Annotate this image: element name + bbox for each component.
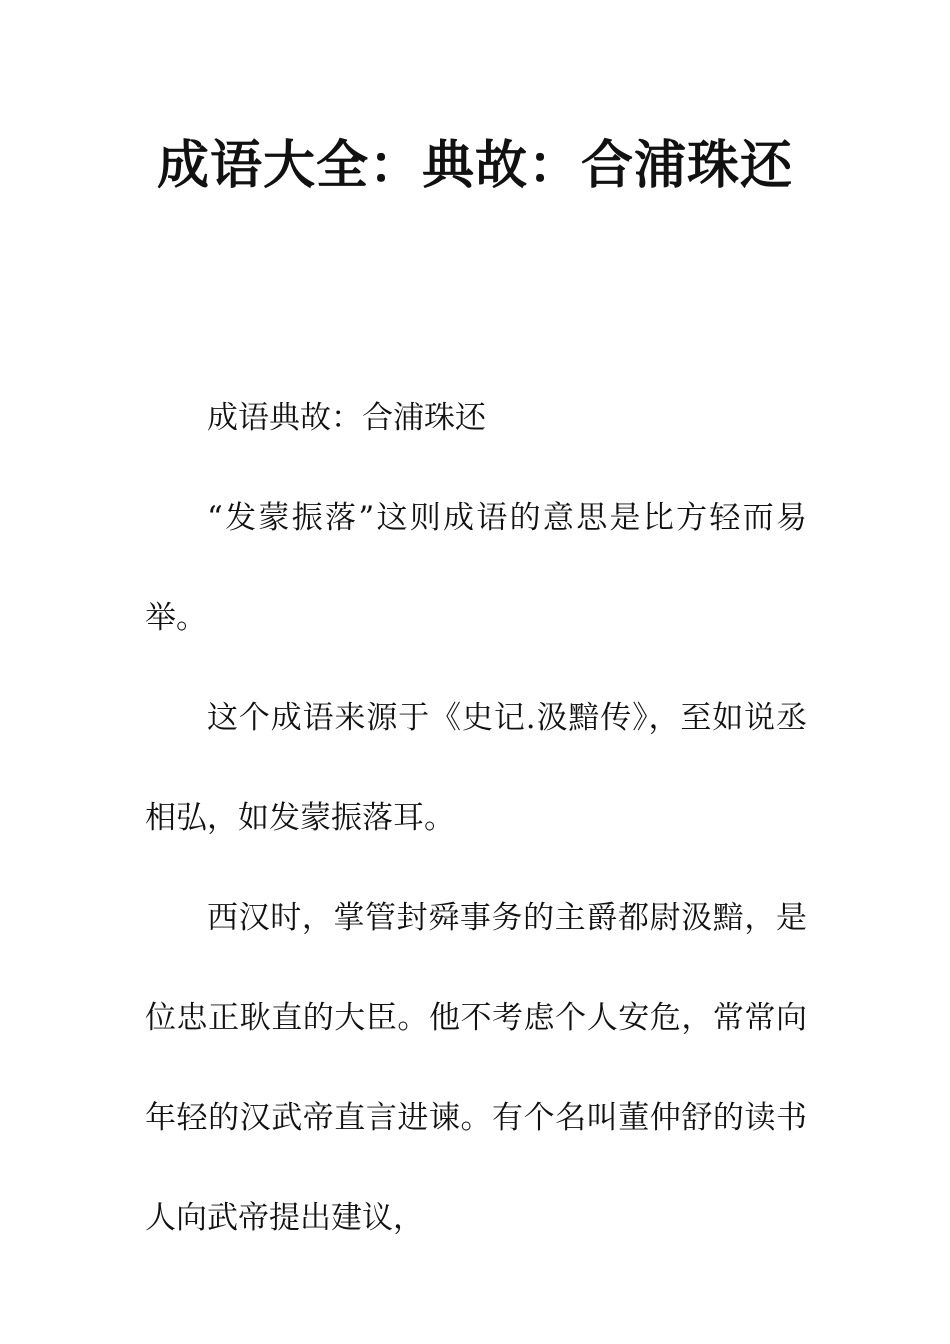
document-body: [145, 368, 807, 1268]
paragraph: “发蒙振落”这则成语的意思是比方轻而易举。: [145, 500, 807, 636]
document-title: 成语大全：典故：合浦珠还: [156, 136, 793, 196]
paragraph-subtitle: 成语典故：合浦珠还: [207, 400, 486, 436]
paragraph: 西汉时，掌管封舜事务的主爵都尉汲黯，是位忠正耿直的大臣。他不考虑个人安危，常常向年轻的汉武帝直言进谏。有个名叫董仲舒的读书人向武帝提出建议，: [145, 900, 807, 1236]
paragraph: 这个成语来源于《史记.汲黯传》，至如说丞相弘，如发蒙振落耳。: [145, 700, 807, 836]
